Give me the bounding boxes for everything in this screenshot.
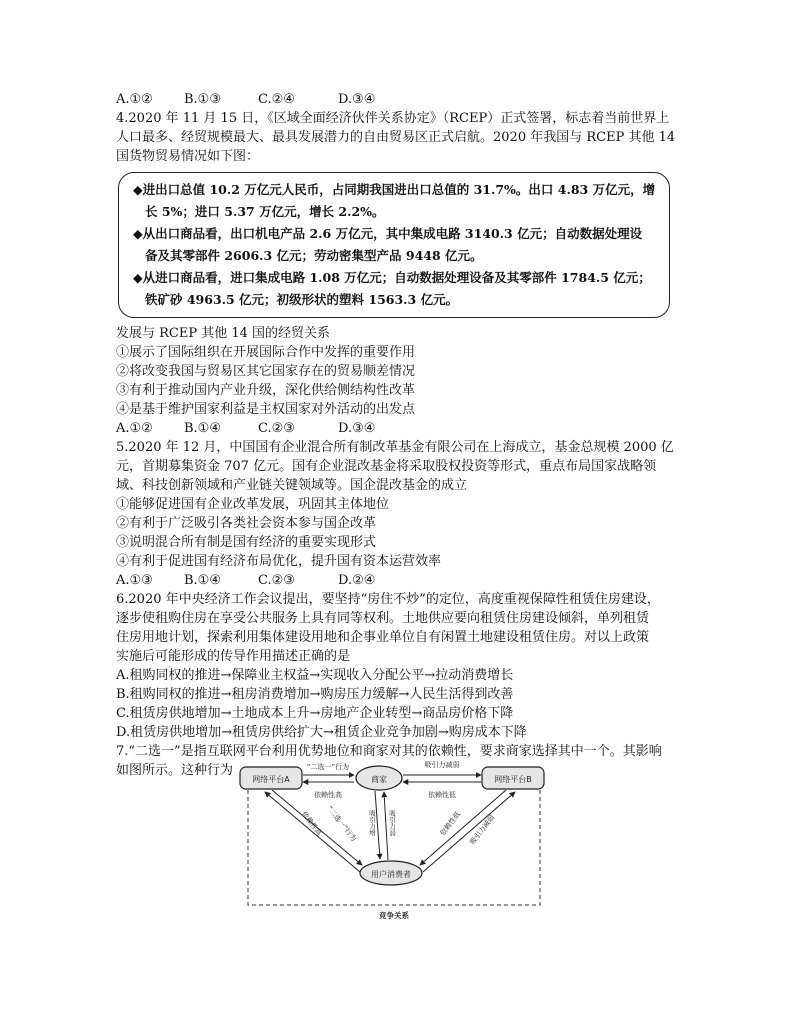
q6-option-a: A.租购同权的推进→保障业主权益→实现收入分配公平→拉动消费增长 xyxy=(116,668,514,683)
label-attract-weak-right: 吸引力减弱 xyxy=(468,813,497,847)
erxuanyi-diagram xyxy=(230,755,570,925)
q5-line: 域、科技创新领域和产业链关键领域等。国企混改基金的成立 xyxy=(116,478,468,493)
q3-option-c: C.②④ xyxy=(258,92,295,107)
label-merchant: 商家 xyxy=(371,775,387,784)
q6-line: 逐步使租购住房在享受公共服务上具有同等权利。土地供应要向租赁住房建设倾斜，单列租赁 xyxy=(116,611,650,626)
label-dep-low-right: 依赖性低 xyxy=(438,810,463,838)
label-dep-high: 依赖性高 xyxy=(314,791,342,799)
box-line: 长 5%；进口 5.37 万亿元，增长 2.2%。 xyxy=(145,204,385,219)
q4-stem-line: 4.2020 年 11 月 15 日，《区域全面经济伙伴关系协定》（RCEP）正式签署，标志着当前世界上 xyxy=(116,111,670,126)
q6-line: 6.2020 年中央经济工作会议提出，要坚持“房住不炒”的定位，高度重视保障性租赁住房建设， xyxy=(116,592,660,607)
competition-dashed-line xyxy=(248,790,540,905)
arrow-b-to-user xyxy=(420,790,506,865)
label-dep-low: 依赖性低 xyxy=(428,791,456,799)
q5-option-b: B.①④ xyxy=(184,573,221,588)
q3-option-b: B.①③ xyxy=(184,92,221,107)
q5-option-c: C.②③ xyxy=(258,573,295,588)
q4-option-a: A.①② xyxy=(116,421,153,436)
label-user: 用户消费者 xyxy=(371,870,411,879)
q5-option-a: A.①③ xyxy=(116,573,153,588)
q6-option-b: B.租购同权的推进→租房消费增加→购房压力缓解→人民生活得到改善 xyxy=(116,687,514,702)
q4-stem-line: 国货物贸易情况如下图： xyxy=(116,149,260,164)
box-line: ◆从出口商品看，出口机电产品 2.6 万亿元，其中集成电路 3140.3 亿元；自动数据处理设 xyxy=(133,226,643,241)
q3-option-a: A.①② xyxy=(116,92,153,107)
q5-choice-3: ③说明混合所有制是国有经济的重要实现形式 xyxy=(116,535,377,550)
q6-line: 住房用地计划，探索利用集体建设用地和企事业单位自有闲置土地建设租赁住房。对以上政策 xyxy=(116,630,650,645)
q5-line: 5.2020 年 12 月，中国国有企业混合所有制改革基金有限公司在上海成立，基金总规模 2000 亿 xyxy=(116,440,674,455)
q7-line: 7.“二选一”是指互联网平台利用优势地位和商家对其的依赖性，要求商家选择其中一个。其影响 xyxy=(116,744,662,759)
q4-option-d: D.③④ xyxy=(338,421,376,436)
q4-choice-4: ④是基于维护国家利益是主权国家对外活动的出发点 xyxy=(116,402,416,417)
q4-stem-line: 人口最多、经贸规模最大、最具发展潜力的自由贸易区正式启航。2020 年我国与 RCEP 其他 14 xyxy=(116,130,676,145)
label-attract-a: 吸引力增 xyxy=(368,810,376,836)
q3-option-d: D.③④ xyxy=(338,92,376,107)
q4-text-line: 发展与 RCEP 其他 14 国的经贸关系 xyxy=(116,326,331,341)
trade-stats-box xyxy=(118,172,670,318)
q5-choice-1: ①能够促进国有企业改革发展，巩固其主体地位 xyxy=(116,497,390,512)
q5-option-d: D.②④ xyxy=(338,573,376,588)
label-dep-high-left: 依赖性高 xyxy=(299,810,324,838)
box-line: ◆进出口总值 10.2 万亿元人民币，占同期我国进出口总值的 31.7%。出口 4.83 万亿元，增 xyxy=(133,182,656,197)
q4-options xyxy=(116,419,676,438)
label-platform-b: 网络平台B xyxy=(494,775,532,784)
q6-option-c: C.租赁房供地增加→土地成本上升→房地产企业转型→商品房价格下降 xyxy=(116,706,514,721)
box-line: ◆从进口商品看，进口集成电路 1.08 万亿元；自动数据处理设备及其零部件 1784.5 亿元； xyxy=(133,270,651,285)
q6-line: 实施后可能形成的传导作用描述正确的是 xyxy=(116,649,351,664)
q4-option-c: C.②③ xyxy=(258,421,295,436)
q4-choice-2: ②将改变我国与贸易区其它国家存在的贸易顺差情况 xyxy=(116,364,416,379)
q7-line: 如图所示。这种行为 xyxy=(116,763,234,778)
q4-option-b: B.①④ xyxy=(184,421,221,436)
label-attract-weak-top: 吸引力减弱 xyxy=(424,761,460,769)
q5-choice-4: ④有利于促进国有经济布局优化，提升国有资本运营效率 xyxy=(116,554,442,569)
q4-choice-3: ③有利于推动国内产业升级，深化供给侧结构性改革 xyxy=(116,383,416,398)
label-platform-a: 网络平台A xyxy=(252,775,290,784)
arrow-user-to-b xyxy=(423,792,515,872)
q6-option-d: D.租赁房供地增加→租赁房供给扩大→租赁企业竞争加剧→购房成本下降 xyxy=(116,725,527,740)
label-erxuanyi-mid: “二选一”行为 xyxy=(325,804,358,843)
q5-options xyxy=(116,571,676,590)
q3-options xyxy=(116,90,676,109)
exam-page xyxy=(116,90,676,780)
label-competition: 竞争关系 xyxy=(379,911,409,920)
label-attract-b: 吸引力弱 xyxy=(388,810,396,836)
q5-choice-2: ②有利于广泛吸引各类社会资本参与国企改革 xyxy=(116,516,377,531)
q4-choice-1: ①展示了国际组织在开展国际合作中发挥的重要作用 xyxy=(116,345,416,360)
box-line: 备及其零部件 2606.3 亿元；劳动密集型产品 9448 亿元。 xyxy=(145,248,483,263)
q5-line: 元，首期募集资金 707 亿元。国有企业混改基金将采取股权投资等形式，重点布局国家战略领 xyxy=(116,459,657,474)
label-erxuanyi-top: “二选一”行为 xyxy=(306,763,350,771)
box-line: 铁矿砂 4963.5 亿元；初级形状的塑料 1563.3 亿元。 xyxy=(145,292,459,307)
